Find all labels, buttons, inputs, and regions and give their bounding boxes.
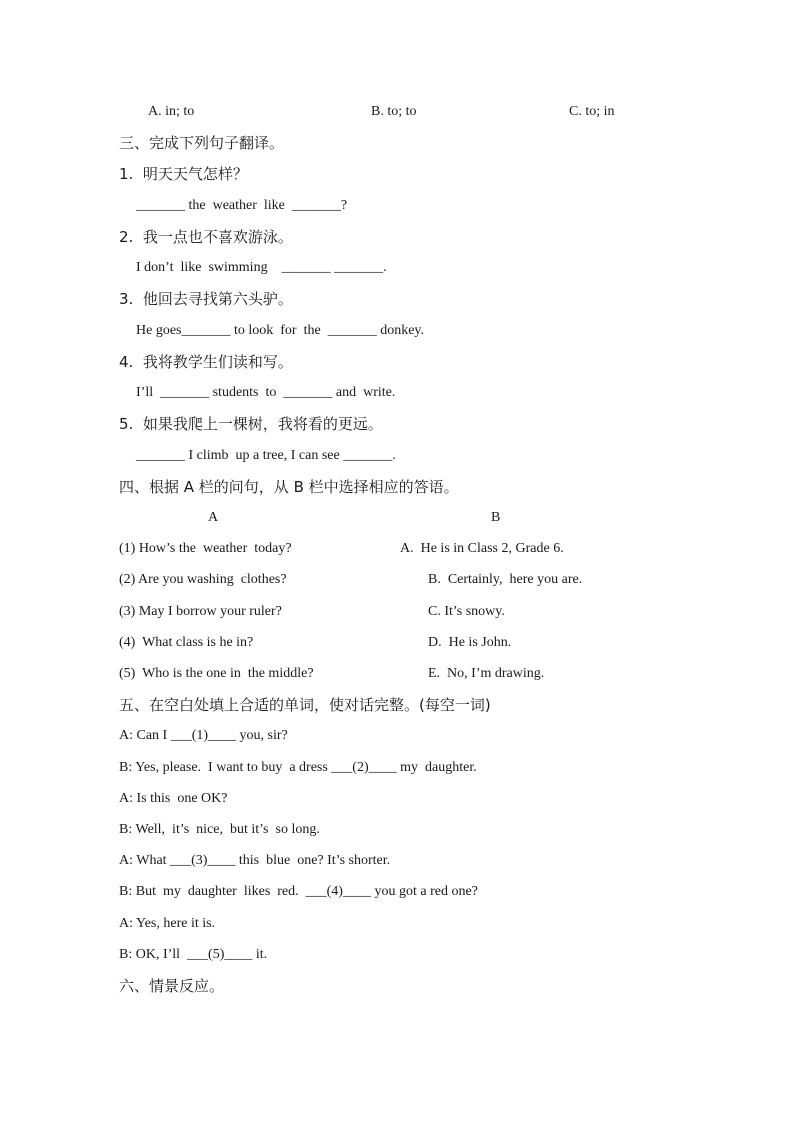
match-question-2: (2) Are you washing clothes?: [119, 572, 287, 587]
dialogue-line-6: B: But my daughter likes red. ___(4)____ you got a red one?: [119, 884, 478, 899]
dialogue-line-7: A: Yes, here it is.: [119, 916, 216, 931]
dialogue-line-1: A: Can I ___(1)____ you, sir?: [119, 728, 288, 743]
dialogue-line-8: B: OK, I’ll ___(5)____ it.: [119, 947, 268, 962]
section3-answer-1: _______ the weather like _______?: [136, 198, 348, 213]
column-a-header: A: [208, 510, 219, 525]
section3-question-3: 3. 他回去寻找第六头驴。: [119, 290, 293, 308]
match-question-5: (5) Who is the one in the middle?: [119, 666, 314, 681]
section4-heading: 四、根据 A 栏的问句，从 B 栏中选择相应的答语。: [119, 478, 459, 496]
match-answer-e: E. No, I’m drawing.: [428, 666, 545, 681]
match-question-1: (1) How’s the weather today?: [119, 541, 292, 556]
dialogue-line-2: B: Yes, please. I want to buy a dress ___(2)____ my daughter.: [119, 760, 477, 775]
dialogue-line-3: A: Is this one OK?: [119, 791, 228, 806]
section6-heading: 六、情景反应。: [119, 977, 225, 995]
option-c: C. to; in: [569, 104, 615, 119]
option-a: A. in; to: [148, 104, 195, 119]
match-question-3: (3) May I borrow your ruler?: [119, 604, 282, 619]
option-b: B. to; to: [371, 104, 417, 119]
match-answer-d: D. He is John.: [428, 635, 512, 650]
dialogue-line-4: B: Well, it’s nice, but it’s so long.: [119, 822, 320, 837]
section3-question-2: 2. 我一点也不喜欢游泳。: [119, 228, 293, 246]
match-answer-a: A. He is in Class 2, Grade 6.: [400, 541, 564, 556]
match-answer-c: C. It’s snowy.: [428, 604, 505, 619]
section3-question-4: 4. 我将教学生们读和写。: [119, 353, 293, 371]
section3-answer-4: I’ll _______ students to _______ and write.: [136, 385, 396, 400]
match-question-4: (4) What class is he in?: [119, 635, 254, 650]
match-answer-b: B. Certainly, here you are.: [428, 572, 583, 587]
column-b-header: B: [491, 510, 501, 525]
section3-question-1: 1. 明天天气怎样？: [119, 165, 248, 183]
section3-answer-5: _______ I climb up a tree, I can see _______.: [136, 448, 396, 463]
section5-heading: 五、在空白处填上合适的单词，使对话完整。(每空一词): [119, 696, 491, 714]
section3-answer-2: I don’t like swimming _______ _______.: [136, 260, 387, 275]
section3-answer-3: He goes_______ to look for the _______ donkey.: [136, 323, 424, 338]
section3-question-5: 5. 如果我爬上一棵树，我将看的更远。: [119, 415, 383, 433]
dialogue-line-5: A: What ___(3)____ this blue one? It’s shorter.: [119, 853, 391, 868]
section3-heading: 三、完成下列句子翻译。: [119, 134, 285, 152]
